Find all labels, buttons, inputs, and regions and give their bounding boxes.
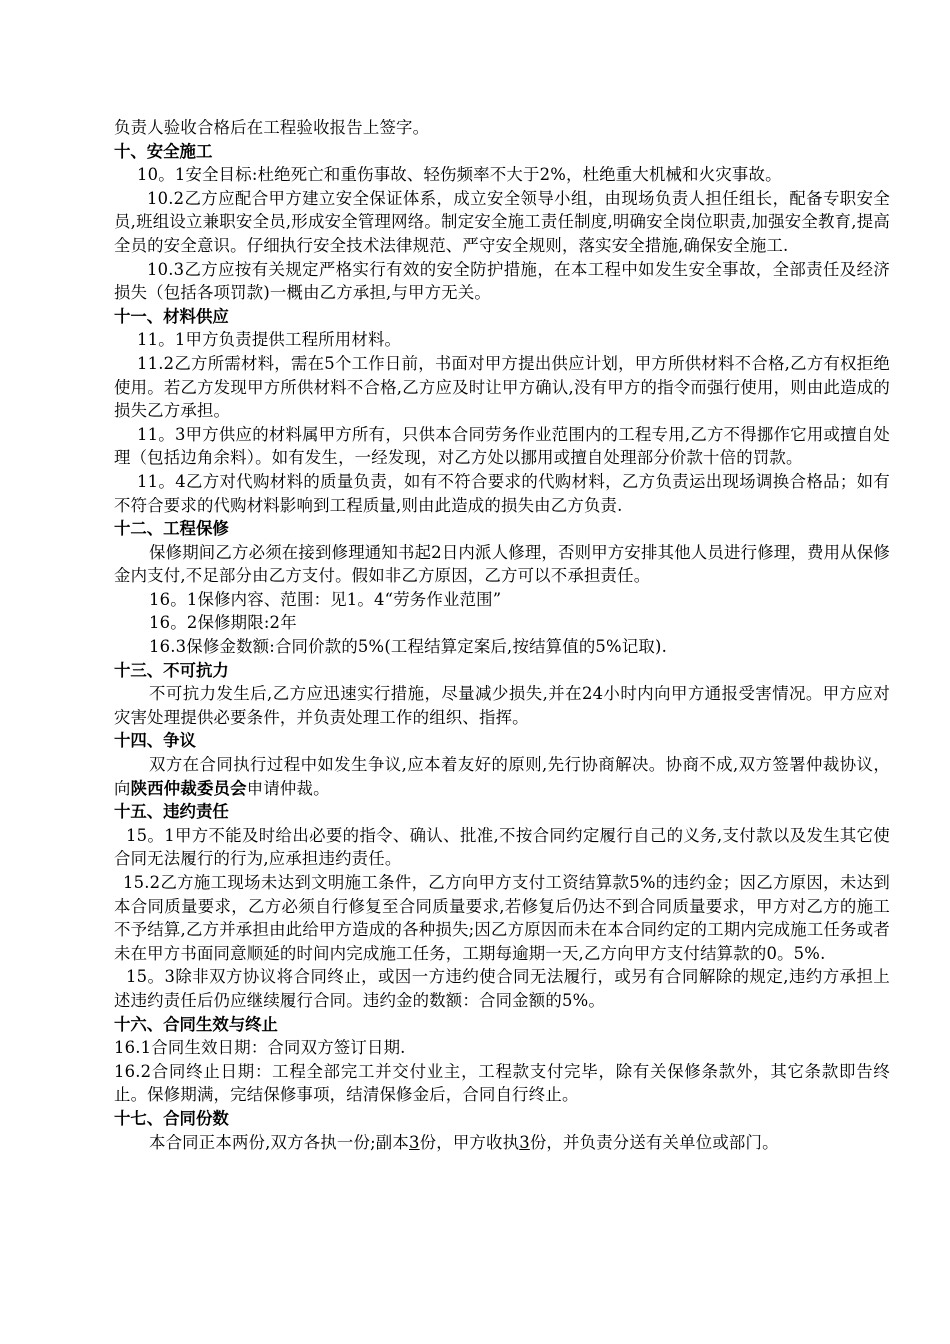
section-heading-effect-termination: 十六、合同生效与终止 xyxy=(114,1014,278,1034)
section-heading-breach: 十五、违约责任 xyxy=(114,802,229,822)
clause-17-body xyxy=(114,1131,890,1155)
arbitration-commission-name: 陕西仲裁委员会 xyxy=(130,778,247,798)
clause-16-termination-date: 16.2合同终止日期：工程全部完工并交付业主，工程款支付完毕，除有关保修条款外，其它条款即告终止。保修期满，完结保修事项，结清保修金后，合同自行终止。 xyxy=(114,1061,890,1105)
clause-13-body: 不可抗力发生后,乙方应迅速实行措施，尽量减少损失,并在24小时内向甲方通报受害情况。甲方应对灾害处理提供必要条件，并负责处理工作的组织、指挥。 xyxy=(114,684,890,727)
section-heading-dispute: 十四、争议 xyxy=(114,731,196,751)
clause-10-3: 10.3乙方应按有关规定严格实行有效的安全防护措施，在本工程中如发生安全事故，全部责任及经济损失（包括各项罚款)一概由乙方承担,与甲方无关。 xyxy=(114,259,890,303)
section-heading-copies: 十七、合同份数 xyxy=(114,1108,229,1128)
clause-16-3: 16.3保修金数额:合同价款的5%(工程结算定案后,按结算值的5%记取). xyxy=(149,637,668,657)
paragraph-acceptance-signature: 负责人验收合格后在工程验收报告上签字。 xyxy=(114,118,430,137)
clause-17-text-c: 份，并负责分送有关单位或部门。 xyxy=(529,1132,779,1152)
clause-10-1: 10。1安全目标:杜绝死亡和重伤事故、轻伤频率不大于2%，杜绝重大机械和火灾事故。 xyxy=(137,165,782,185)
clause-15-3: 15。3除非双方协议将合同终止，或因一方违约使合同无法履行，或另有合同解除的规定,违约方承担上述违约责任后仍应继续履行合同。违约金的数额：合同金额的5%。 xyxy=(114,967,890,1010)
clause-15-2: 15.2乙方施工现场未达到文明施工条件，乙方向甲方支付工资结算款5%的违约金；因乙方原因，未达到本合同质量要求，乙方必须自行修复至合同质量要求,若修复后仍达不到合同质量要求，甲方对乙方的施工不予结算,乙方并承担由此给甲方造成的各种损失;因乙方原因而未在本合同约定的工期内完成施工任务或者未在甲方书面同意顺延的时间内完成施工任务，工期每逾期一天,乙方向甲方支付结算款的0。5%. xyxy=(114,873,890,963)
clause-14-body xyxy=(114,753,890,800)
copies-count-1: 3 xyxy=(409,1132,420,1152)
clause-16-effective-date: 16.1合同生效日期：合同双方签订日期. xyxy=(114,1038,406,1058)
section-heading-warranty: 十二、工程保修 xyxy=(114,519,229,539)
clause-17-text-a: 本合同正本两份,双方各执一份;副本 xyxy=(149,1132,409,1152)
clause-10-2: 10.2乙方应配合甲方建立安全保证体系，成立安全领导小组，由现场负责人担任组长，配备专职安全员,班组设立兼职安全员,形成安全管理网络。制定安全施工责任制度,明确安全岗位职责,加强安全教育,提高全员的安全意识。仔细执行安全技术法律规范、严守安全规则，落实安全措施,确保安全施工. xyxy=(114,188,890,255)
clause-11-3: 11。3甲方供应的材料属甲方所有，只供本合同劳务作业范围内的工程专用,乙方不得挪作它用或擅自处理（包括边角余料）。如有发生，一经发现，对乙方处以挪用或擅自处理部分价款十倍的罚款。 xyxy=(114,424,890,468)
clause-16-2: 16。2保修期限:2年 xyxy=(149,613,297,633)
clause-15-1: 15。1甲方不能及时给出必要的指令、确认、批准,不按合同约定履行自己的义务,支付款以及发生其它使合同无法履行的行为,应承担违约责任。 xyxy=(114,825,890,869)
section-heading-safety: 十、安全施工 xyxy=(114,141,213,161)
clause-11-4: 11。4乙方对代购材料的质量负责，如有不符合要求的代购材料，乙方负责运出现场调换合格品；如有不符合要求的代购材料影响到工程质量,则由此造成的损失由乙方负责. xyxy=(114,471,890,515)
section-heading-force-majeure: 十三、不可抗力 xyxy=(114,660,229,680)
clause-12-intro: 保修期间乙方必须在接到修理通知书起2日内派人修理，否则甲方安排其他人员进行修理，费用从保修金内支付,不足部分由乙方支付。假如非乙方原因，乙方可以不承担责任。 xyxy=(114,542,890,586)
clause-14-text-b: 申请仲裁。 xyxy=(246,778,330,798)
clause-17-text-b: 份，甲方收执 xyxy=(419,1132,520,1152)
section-heading-materials: 十一、材料供应 xyxy=(114,306,229,326)
clause-14-text-a: 双方在合同执行过程中如发生争议,应本着友好的原则,先行协商解决。协商不成,双方签署仲裁协议，向 xyxy=(114,755,890,798)
copies-count-2: 3 xyxy=(519,1132,530,1152)
clause-16-1: 16。1保修内容、范围：见1。4“劳务作业范围” xyxy=(149,589,502,609)
clause-11-1: 11。1甲方负责提供工程所用材料。 xyxy=(137,330,402,350)
clause-11-2: 11.2乙方所需材料，需在5个工作日前，书面对甲方提出供应计划，甲方所供材料不合格,乙方有权拒绝使用。若乙方发现甲方所供材料不合格,乙方应及时让甲方确认,没有甲方的指令而强行使用，则由此造成的损失乙方承担。 xyxy=(114,353,890,421)
